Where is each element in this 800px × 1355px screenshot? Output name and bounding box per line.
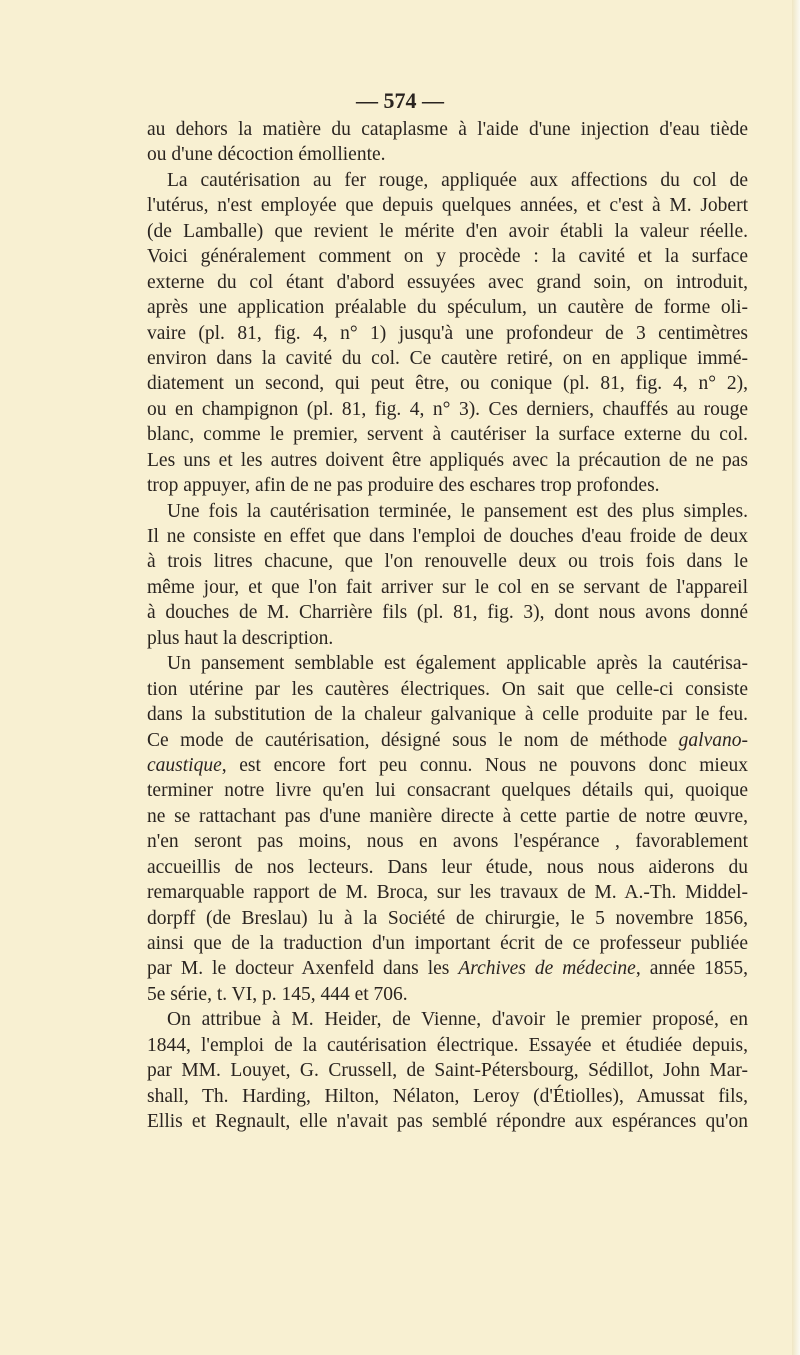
line-text: à trois litres chacune, que l'on renouvelle deux ou trois fois dans le bbox=[147, 551, 748, 573]
italic-text: caustique bbox=[147, 754, 222, 776]
line-text: Ce mode de cautérisation, désigné sous le nom de méthode bbox=[147, 729, 679, 751]
line-text: à douches de M. Charrière fils (pl. 81, fig. 3), dont nous avons donné bbox=[147, 602, 748, 624]
line-text: remarquable rapport de M. Broca, sur les travaux de M. A.-Th. Middel- bbox=[147, 882, 748, 904]
page-edge bbox=[792, 0, 800, 1355]
line-text: par MM. Louyet, G. Crussell, de Saint-Pétersbourg, Sédillot, John Mar- bbox=[147, 1060, 748, 1082]
text-line bbox=[147, 549, 748, 574]
line-text: (de Lamballe) que revient le mérite d'en avoir établi la valeur réelle. bbox=[147, 220, 748, 242]
text-line bbox=[147, 728, 748, 753]
line-text: , est encore fort peu connu. Nous ne pouvons donc mieux bbox=[221, 754, 748, 776]
text-line bbox=[147, 524, 748, 549]
line-text: La cautérisation au fer rouge, appliquée aux affections du col de bbox=[167, 169, 748, 191]
line-text: dorpff (de Breslau) lu à la Société de chirurgie, le 5 novembre 1856, bbox=[147, 907, 748, 929]
line-text: Il ne consiste en effet que dans l'emploi de douches d'eau froide de deux bbox=[147, 526, 748, 547]
line-text: au dehors la matière du cataplasme à l'aide d'une injection d'eau tiède bbox=[147, 119, 748, 140]
text-line bbox=[147, 982, 748, 1007]
text-line bbox=[147, 397, 748, 422]
line-text: environ dans la cavité du col. Ce cautère retiré, on en applique immé- bbox=[147, 347, 748, 369]
line-text: même jour, et que l'on fait arriver sur le col en se servant de l'appareil bbox=[147, 576, 748, 598]
text-line bbox=[147, 473, 748, 498]
text-line bbox=[147, 956, 748, 981]
text-line bbox=[147, 880, 748, 905]
line-text: l'utérus, n'est employée que depuis quelques années, et c'est à M. Jobert bbox=[147, 195, 748, 217]
line-text: tion utérine par les cautères électriques. On sait que celle-ci consiste bbox=[147, 678, 748, 700]
text-line bbox=[147, 575, 748, 600]
text-line bbox=[147, 346, 748, 371]
line-text: par M. le docteur Axenfeld dans les bbox=[147, 958, 459, 980]
line-text: diatement un second, qui peut être, ou conique (pl. 81, fig. 4, n° 2), bbox=[147, 373, 748, 395]
text-line bbox=[147, 219, 748, 244]
line-text: dans la substitution de la chaleur galvanique à celle produite par le feu. bbox=[147, 704, 748, 726]
text-line bbox=[147, 1033, 748, 1058]
text-line bbox=[147, 855, 748, 880]
line-text: shall, Th. Harding, Hilton, Nélaton, Leroy (d'Étiolles), Amussat fils, bbox=[147, 1085, 748, 1107]
line-text: n'en seront pas moins, nous en avons l'espérance , favorablement bbox=[147, 831, 748, 853]
text-line bbox=[147, 244, 748, 269]
line-text: ou d'une décoction émolliente. bbox=[147, 144, 386, 166]
text-line bbox=[147, 1084, 748, 1109]
line-text: vaire (pl. 81, fig. 4, n° 1) jusqu'à une profondeur de 3 centimètres bbox=[147, 322, 748, 344]
text-line bbox=[147, 168, 748, 193]
line-text: , année 1855, bbox=[635, 958, 749, 980]
text-line bbox=[147, 829, 748, 854]
text-line bbox=[147, 600, 748, 625]
line-text: Voici généralement comment on y procède : la cavité et la surface bbox=[147, 246, 748, 268]
text-line bbox=[147, 702, 748, 727]
italic-text: Archives de médecine bbox=[458, 958, 636, 980]
line-text: blanc, comme le premier, servent à cautériser la surface externe du col. bbox=[147, 424, 748, 446]
text-line bbox=[147, 142, 748, 167]
text-line bbox=[147, 448, 748, 473]
text-line bbox=[147, 931, 748, 956]
text-line bbox=[147, 117, 748, 142]
text-line bbox=[147, 422, 748, 447]
text-line bbox=[147, 321, 748, 346]
text-line bbox=[147, 1109, 748, 1134]
line-text: Un pansement semblable est également applicable après la cautérisa- bbox=[167, 653, 748, 675]
italic-text: galvano- bbox=[678, 729, 748, 751]
line-text: accueillis de nos lecteurs. Dans leur étude, nous nous aiderons du bbox=[147, 856, 748, 878]
line-text: terminer notre livre qu'en lui consacrant quelques détails qui, quoique bbox=[147, 780, 748, 802]
line-text: ne se rattachant pas d'une manière directe à cette partie de notre œuvre, bbox=[147, 805, 748, 827]
line-text: externe du col étant d'abord essuyées avec grand soin, on introduit, bbox=[147, 271, 748, 293]
text-line bbox=[147, 626, 748, 651]
text-line bbox=[147, 270, 748, 295]
text-line bbox=[147, 1007, 748, 1032]
text-line bbox=[147, 778, 748, 803]
text-line bbox=[147, 753, 748, 778]
text-line bbox=[147, 651, 748, 676]
line-text: trop appuyer, afin de ne pas produire des eschares trop profondes. bbox=[147, 475, 660, 497]
line-text: après une application préalable du spéculum, un cautère de forme oli- bbox=[147, 297, 748, 319]
line-text: 5e série, t. VI, p. 145, 444 et 706. bbox=[147, 983, 408, 1005]
text-line bbox=[147, 1058, 748, 1083]
line-text: Les uns et les autres doivent être appliqués avec la précaution de ne pas bbox=[147, 449, 748, 471]
line-text: Une fois la cautérisation terminée, le pansement est des plus simples. bbox=[167, 500, 748, 522]
text-line bbox=[147, 804, 748, 829]
text-line bbox=[147, 193, 748, 218]
line-text: ainsi que de la traduction d'un important écrit de ce professeur publiée bbox=[147, 933, 748, 954]
line-text: 1844, l'emploi de la cautérisation électrique. Essayée et étudiée depuis, bbox=[147, 1034, 748, 1056]
text-line bbox=[147, 371, 748, 396]
text-line bbox=[147, 295, 748, 320]
text-line bbox=[147, 906, 748, 931]
page-body-text bbox=[147, 117, 748, 1135]
line-text: ou en champignon (pl. 81, fig. 4, n° 3). Ces derniers, chauffés au rouge bbox=[147, 398, 748, 420]
line-text: Ellis et Regnault, elle n'avait pas semblé répondre aux espérances qu'on bbox=[147, 1111, 748, 1133]
text-line bbox=[147, 677, 748, 702]
line-text: On attribue à M. Heider, de Vienne, d'avoir le premier proposé, en bbox=[167, 1009, 748, 1031]
text-line bbox=[147, 499, 748, 524]
line-text: plus haut la description. bbox=[147, 627, 334, 649]
page-number: — 574 — bbox=[356, 88, 444, 113]
